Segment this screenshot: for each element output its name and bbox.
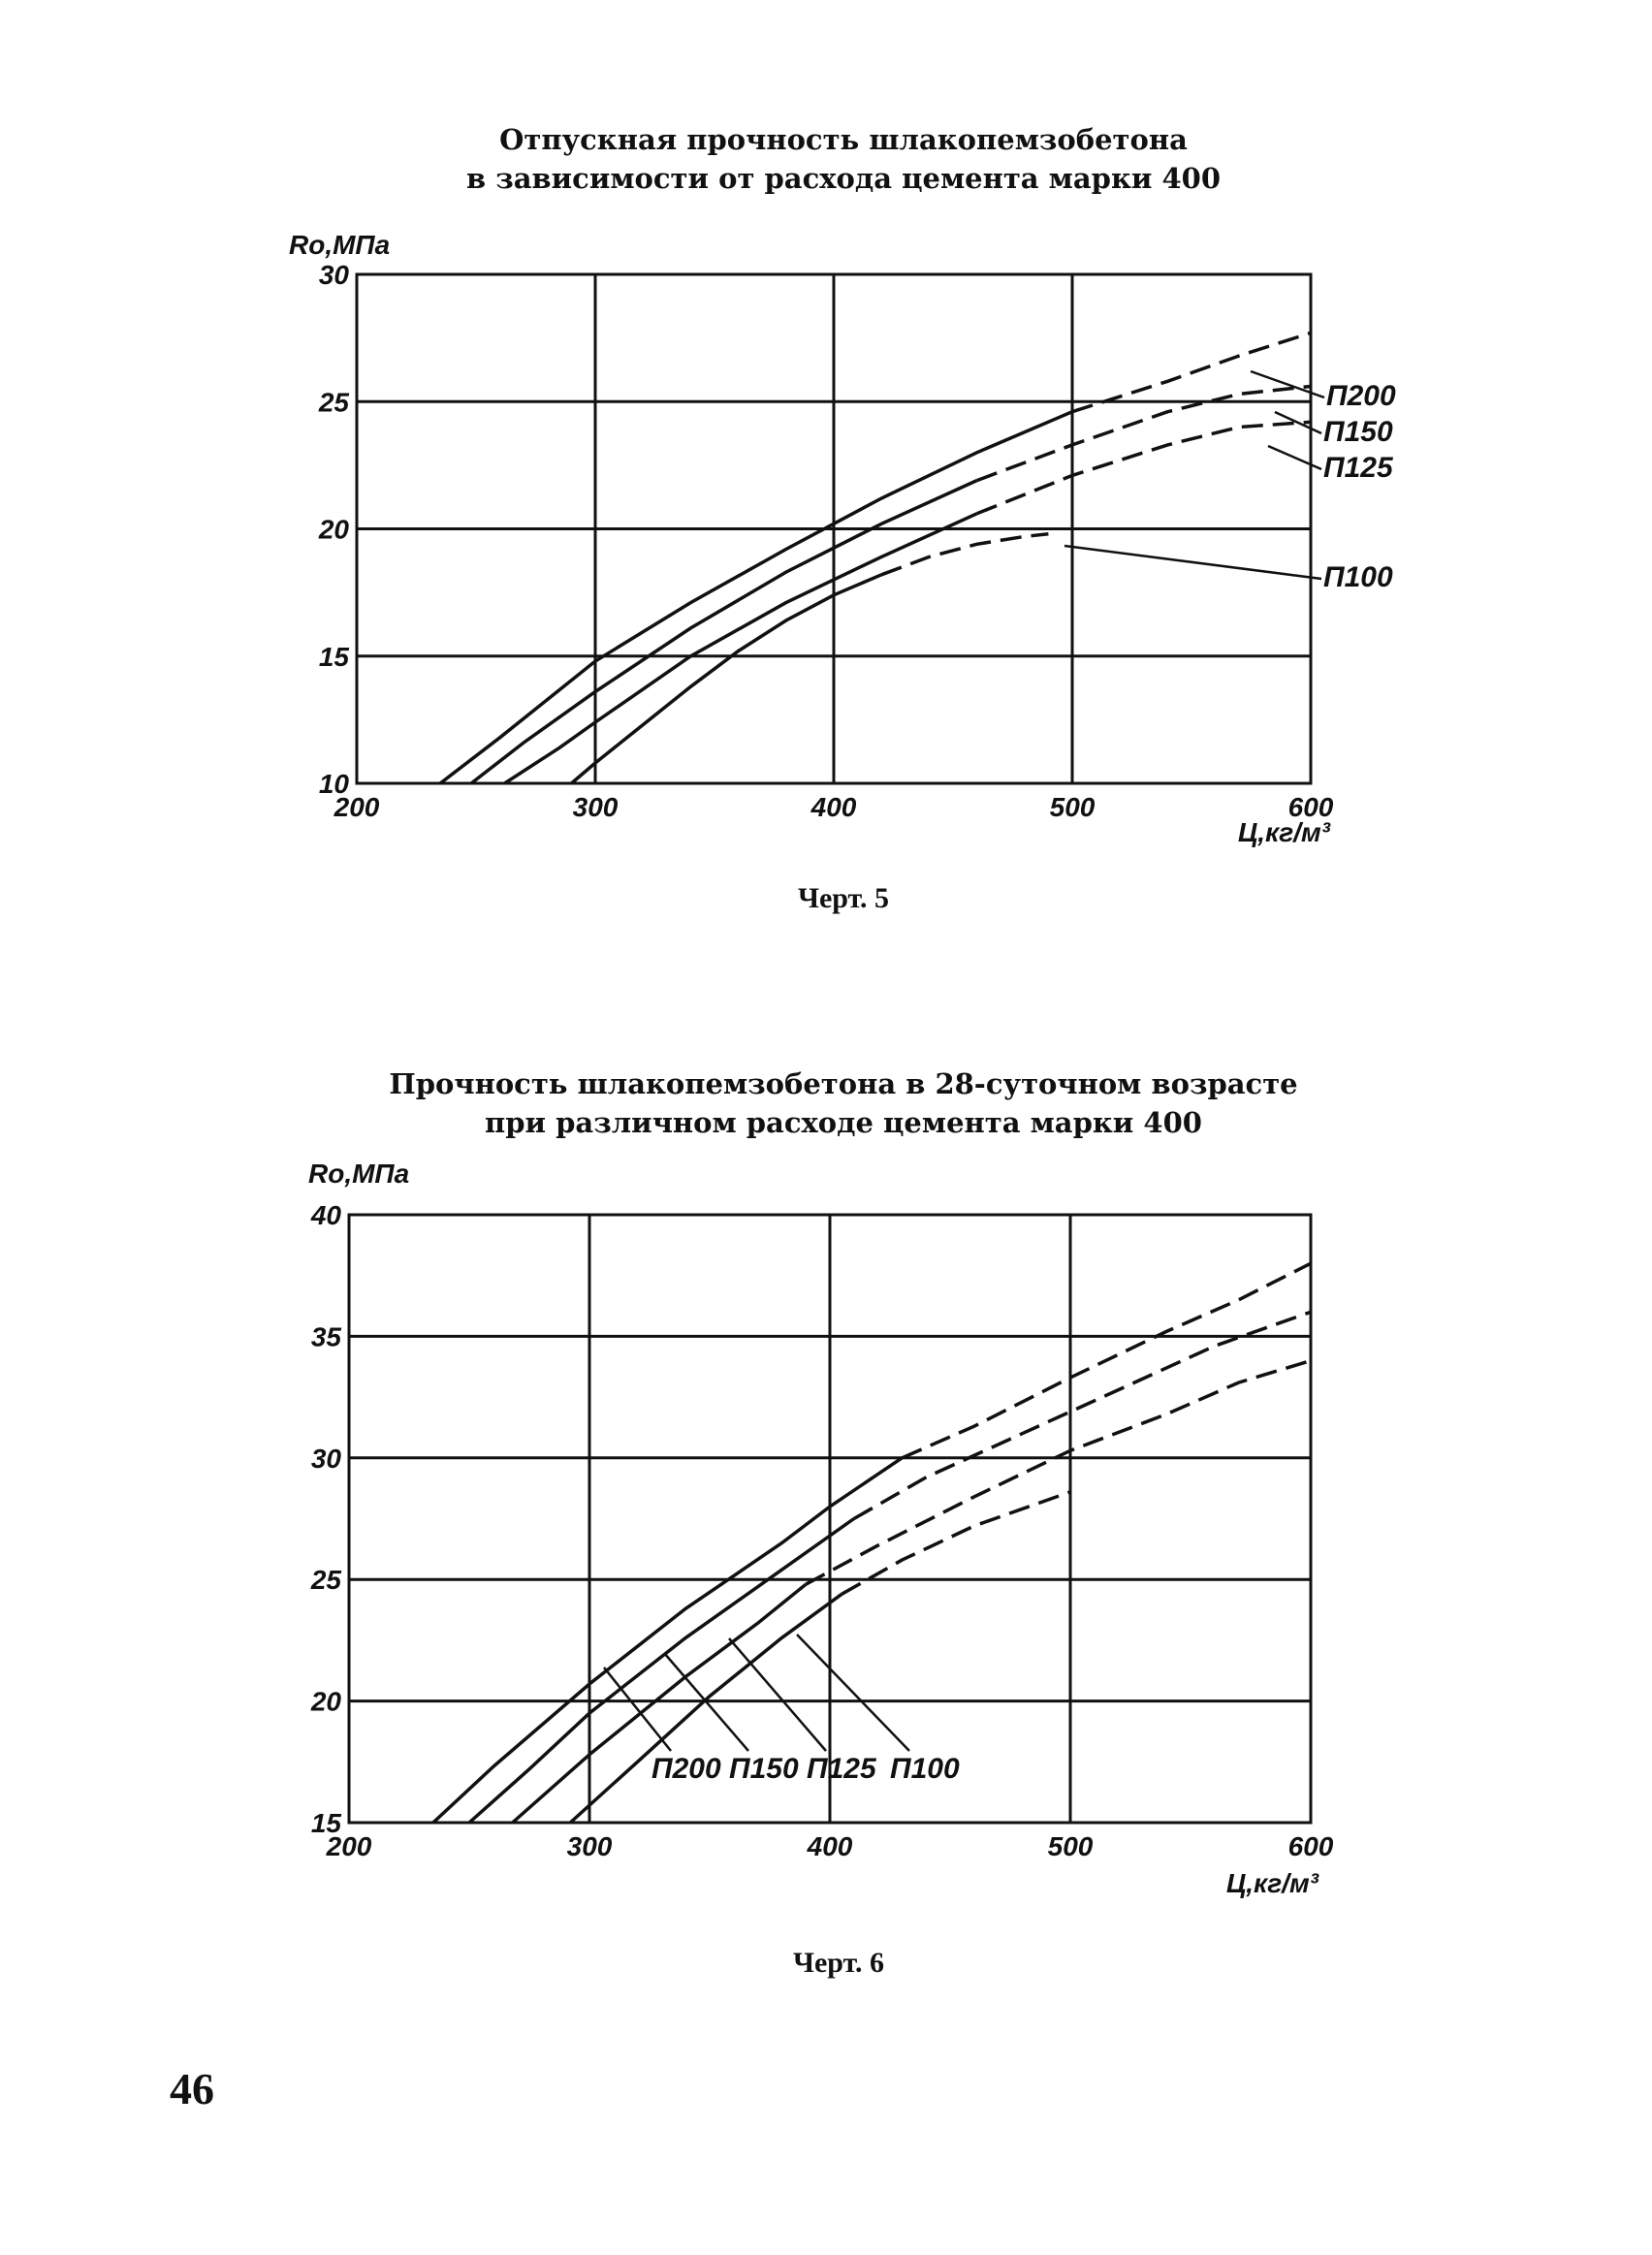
- x-tick-label: 600: [1287, 1831, 1334, 1861]
- x-axis-label: Ц,кг/м³: [1225, 1868, 1318, 1898]
- series-label: П150: [1323, 416, 1393, 448]
- series-leader-line: [797, 1635, 909, 1751]
- series-line-П100: [570, 1594, 842, 1823]
- y-tick-label: 20: [310, 1686, 341, 1717]
- y-tick-label: 35: [310, 1321, 341, 1352]
- y-axis-label: Ro,МПа: [308, 1159, 410, 1189]
- series-label: П100: [1323, 561, 1393, 593]
- chart5-title-line2: в зависимости от расхода цемента марки 400: [465, 162, 1222, 195]
- chart6-caption: Черт. 6: [792, 1947, 885, 1979]
- y-tick-label: 25: [310, 1565, 341, 1596]
- y-tick-label: 15: [318, 641, 349, 672]
- y-tick-label: 40: [310, 1200, 341, 1230]
- series-label: П125: [1323, 452, 1393, 484]
- y-tick-label: 10: [318, 769, 349, 799]
- chart5-caption: Черт. 5: [797, 882, 890, 914]
- x-tick-label: 300: [572, 792, 619, 822]
- series-line-dashed-П200: [902, 1263, 1311, 1458]
- x-tick-label: 500: [1049, 792, 1096, 822]
- y-tick-label: 25: [318, 387, 349, 418]
- series-line-dashed-П150: [854, 1312, 1311, 1518]
- x-tick-label: 400: [807, 1831, 853, 1861]
- y-axis-label: Ro,МПа: [289, 230, 391, 260]
- page-number: 46: [170, 2064, 214, 2113]
- y-tick-label: 20: [318, 514, 349, 545]
- chart6-title-line2: при различном расходе цемента марки 400: [485, 1106, 1202, 1139]
- series-label: П100: [890, 1753, 960, 1785]
- x-tick-label: 300: [566, 1831, 613, 1861]
- x-tick-label: 600: [1287, 792, 1334, 822]
- series-line-П125: [513, 1584, 807, 1823]
- x-tick-label: 500: [1047, 1831, 1094, 1861]
- x-axis-label: Ц,кг/м³: [1237, 817, 1330, 847]
- series-leader-line: [604, 1667, 671, 1751]
- chart5-title-line1: Отпускная прочность шлакопемзобетона: [499, 123, 1188, 156]
- y-tick-label: 30: [318, 260, 349, 290]
- y-tick-label: 15: [310, 1808, 341, 1838]
- series-label: П150: [729, 1753, 799, 1785]
- y-tick-label: 30: [310, 1443, 341, 1474]
- chart6-title-line1: Прочность шлакопемзобетона в 28-суточном возрасте: [389, 1067, 1298, 1100]
- series-leader-line: [729, 1638, 826, 1751]
- x-tick-label: 400: [810, 792, 857, 822]
- x-tick-label: 200: [326, 1831, 372, 1861]
- series-label: П200: [1326, 380, 1396, 412]
- x-tick-label: 200: [334, 792, 380, 822]
- series-label: П125: [807, 1753, 876, 1785]
- series-label: П200: [651, 1753, 721, 1785]
